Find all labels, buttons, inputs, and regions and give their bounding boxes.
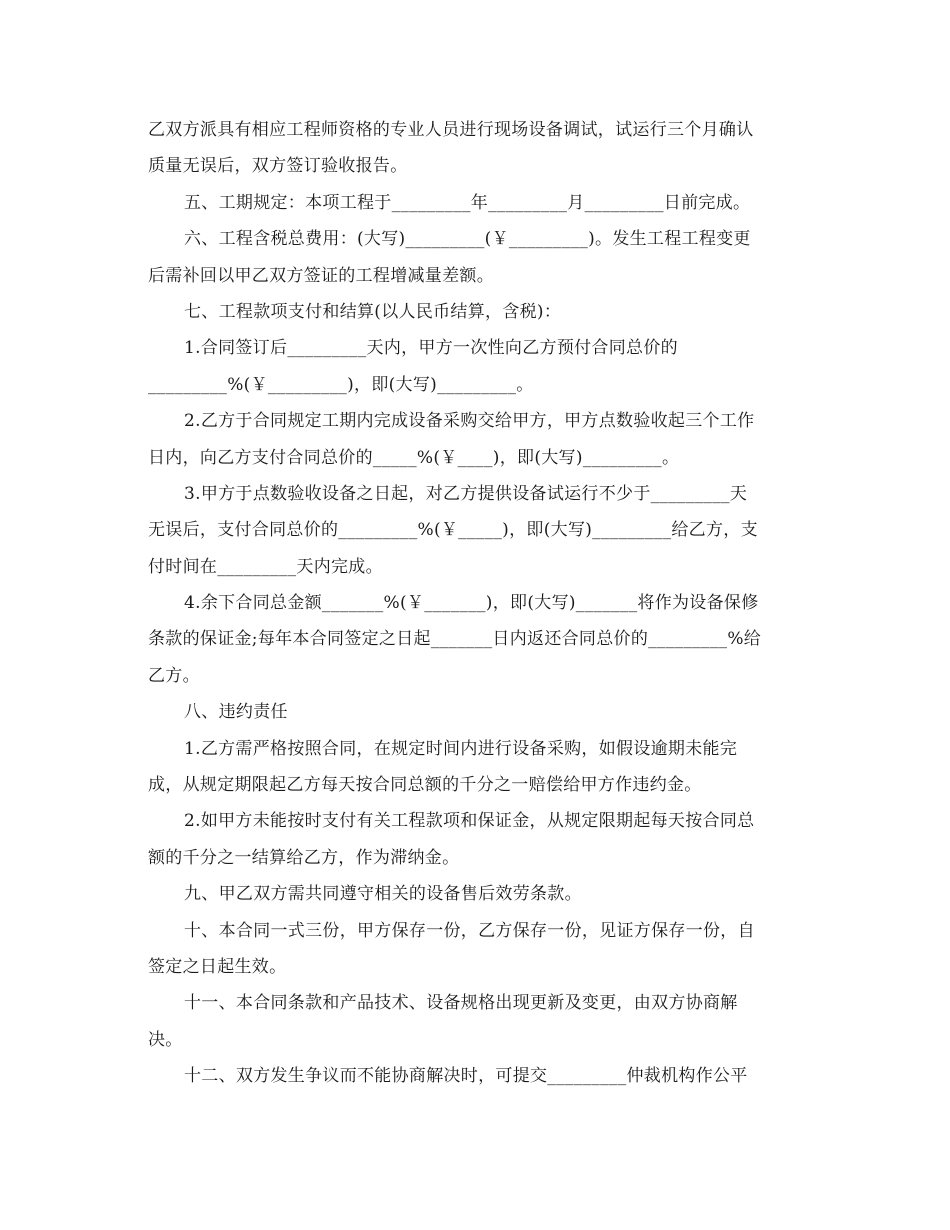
text-line: 无误后，支付合同总价的_________%(￥_____)，即(大写)_________给乙方，支 (148, 520, 758, 541)
text-line: 质量无误后，双方签订验收报告。 (148, 156, 408, 177)
payment-item-2: 2.乙方于合同规定工期内完成设备采购交给甲方，甲方点数验收起三个工作 (184, 411, 755, 432)
text-line: _________%(￥_________)，即(大写)_________。 (148, 374, 534, 395)
clause-10-copies: 十、本合同一式三份，甲方保存一份，乙方保存一份，见证方保存一份，自 (184, 920, 755, 941)
clause-12-disputes: 十二、双方发生争议而不能协商解决时，可提交_________仲裁机构作公平 (184, 1066, 748, 1087)
text-line: 乙双方派具有相应工程师资格的专业人员进行现场设备调试，试运行三个月确认 (148, 120, 754, 140)
clause-7-payment: 七、工程款项支付和结算(以人民币结算，含税)： (184, 301, 562, 322)
clause-9-service: 九、甲乙双方需共同遵守相关的设备售后效劳条款。 (184, 884, 582, 905)
clause-5-schedule: 五、工期规定：本项工程于_________年_________月_________日前完成。 (184, 192, 751, 213)
text-line: 乙方。 (148, 665, 200, 686)
clause-11-changes: 十一、本合同条款和产品技术、设备规格出现更新及变更，由双方协商解 (184, 993, 738, 1014)
clause-8-liability: 八、违约责任 (184, 702, 288, 723)
text-line: 决。 (148, 1029, 183, 1050)
payment-item-3: 3.甲方于点数验收设备之日起，对乙方提供设备试运行不少于_________天 (184, 483, 748, 504)
text-line: 日内，向乙方支付合同总价的_____%(￥____)，即(大写)_________。 (148, 447, 680, 468)
liability-item-1: 1.乙方需严格按照合同，在规定时间内进行设备采购，如假设逾期未能完 (184, 738, 738, 759)
text-line: 付时间在_________天内完成。 (148, 556, 383, 577)
text-line: 额的千分之一结算给乙方，作为滞纳金。 (148, 847, 460, 868)
payment-item-1: 1.合同签订后_________天内，甲方一次性向乙方预付合同总价的 (184, 338, 678, 359)
liability-item-2: 2.如甲方未能按时支付有关工程款项和保证金，从规定限期起每天按合同总 (184, 811, 755, 832)
payment-item-4: 4.余下合同总金额_______%(￥_______)，即(大写)_______将作为设备保修 (184, 593, 759, 614)
text-line: 条款的保证金;每年本合同签定之日起_______日内返还合同总价的_________%给 (148, 629, 762, 650)
clause-6-total-cost: 六、工程含税总费用：(大写)_________(￥_________)。发生工程工程变更 (184, 229, 751, 250)
text-line: 后需补回以甲乙双方签证的工程增减量差额。 (148, 265, 494, 286)
text-line: 成，从规定期限起乙方每天按合同总额的千分之一赔偿给甲方作违约金。 (148, 775, 702, 796)
document-page (148, 112, 808, 1095)
text-line: 签定之日起生效。 (148, 956, 287, 977)
